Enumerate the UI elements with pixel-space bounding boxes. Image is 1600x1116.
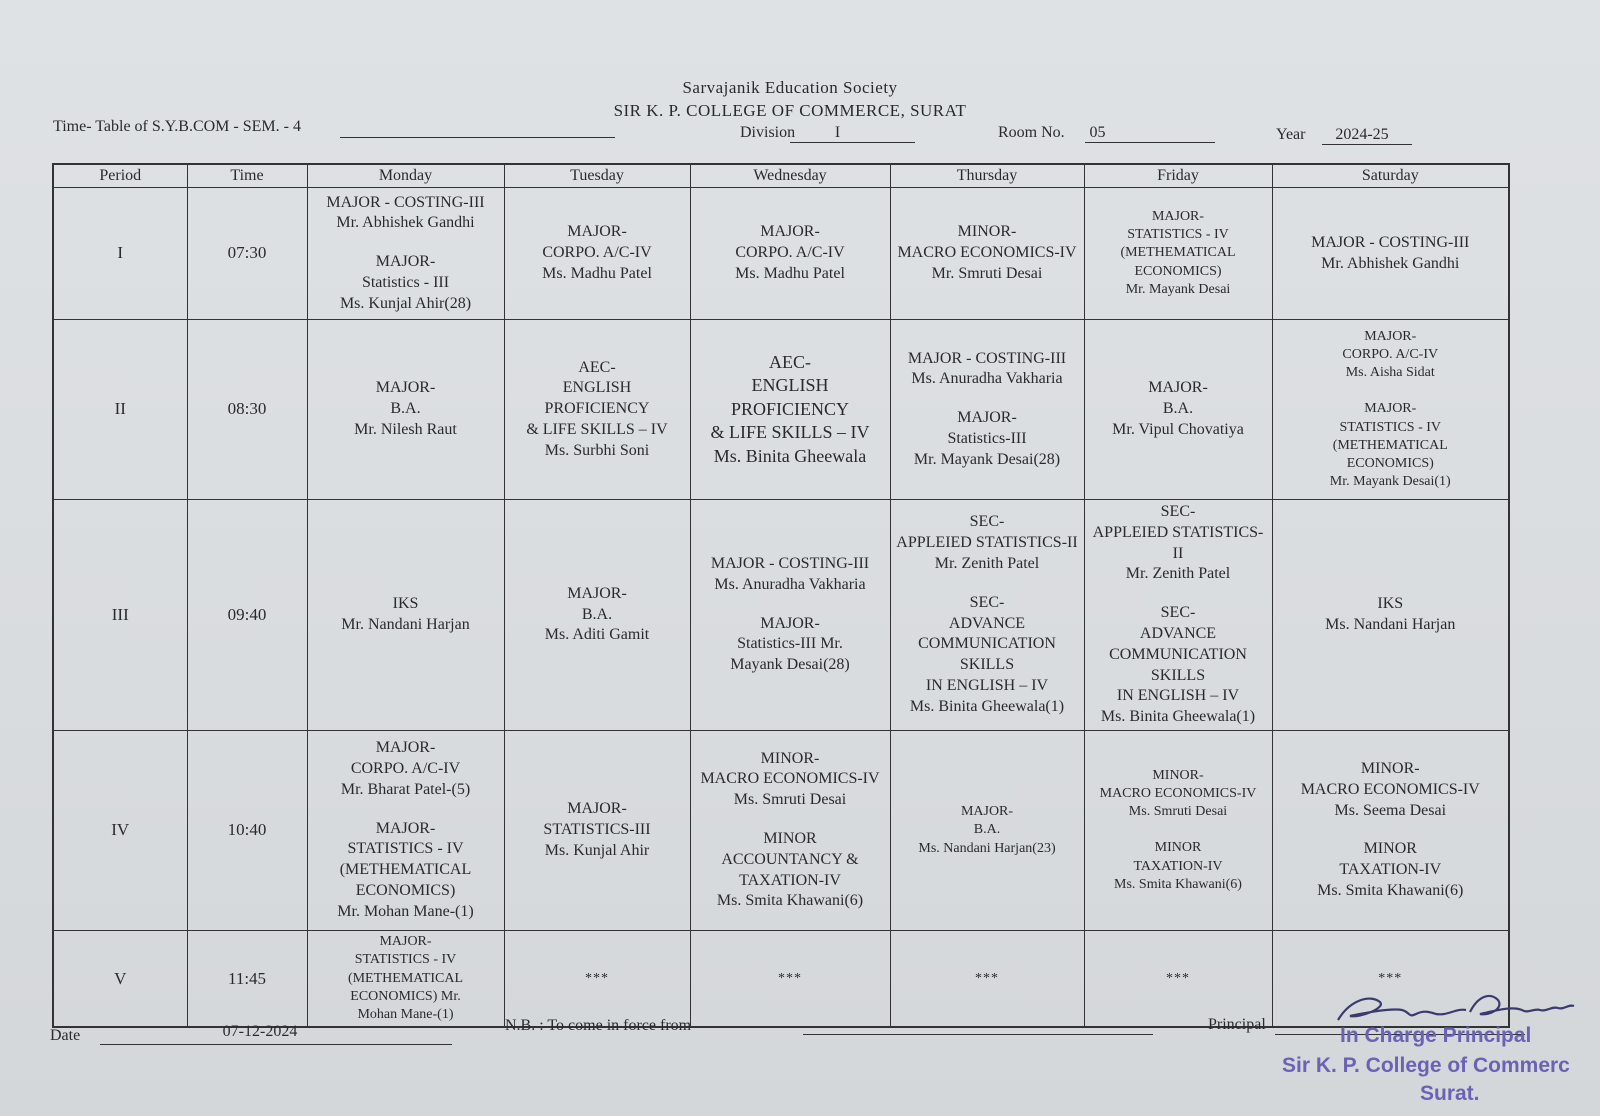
slot-line: STATISTICS - IV	[1127, 227, 1229, 243]
stamp-line-3: Surat.	[1420, 1082, 1480, 1105]
empty-slot-marker: ***	[778, 970, 802, 986]
slot-line: MINOR	[1363, 840, 1417, 858]
col-header-thursday: Thursday	[890, 164, 1084, 188]
slot-monday	[307, 500, 504, 731]
slot-line: STATISTICS - IV	[1339, 419, 1442, 435]
slot-line: Mr. Mayank Desai(1)	[1329, 474, 1451, 490]
slot-line: CORPO. A/C-IV	[542, 244, 652, 262]
slot-monday	[307, 320, 504, 500]
slot-line: Ms. Aditi Gamit	[544, 626, 650, 644]
slot-line: MAJOR - COSTING-III	[907, 349, 1067, 367]
time-cell: 09:40	[187, 500, 307, 731]
empty-slot-marker: ***	[975, 970, 999, 986]
slot-line: ADVANCE	[1139, 624, 1217, 642]
slot-line: APPLEIED STATISTICS-II	[896, 534, 1078, 552]
room-underline	[1085, 142, 1215, 143]
slot-monday	[307, 188, 504, 320]
slot-line: ECONOMICS)	[355, 882, 456, 900]
slot-line: COMMUNICATION SKILLS	[918, 635, 1056, 674]
slot-line: B.A.	[973, 822, 1001, 838]
slot-line: CORPO. A/C-IV	[735, 244, 845, 262]
slot-line: Ms. Binita Gheewala	[713, 445, 867, 466]
slot-line: MINOR-	[1152, 767, 1204, 783]
slot-line: (METHEMATICAL	[347, 970, 464, 986]
slot-line: & LIFE SKILLS – IV	[710, 422, 870, 443]
year-label: Year	[1276, 126, 1306, 143]
slot-line: MAJOR-	[1148, 379, 1208, 397]
table-row	[53, 930, 1509, 1027]
empty-slot-marker: ***	[585, 970, 609, 986]
slot-thursday	[890, 188, 1084, 320]
slot-line: MINOR-	[760, 749, 820, 767]
slot-tuesday	[504, 730, 690, 930]
year-value: 2024-25	[1335, 126, 1389, 143]
slot-line: MAJOR-	[960, 804, 1014, 820]
nb-label: N.B. : To come in force from	[505, 1017, 692, 1034]
slot-line: Ms. Seema Desai	[1334, 801, 1447, 819]
slot-line: ENGLISH PROFICIENCY	[544, 379, 650, 418]
slot-line: ENGLISH	[751, 375, 829, 396]
college-name: SIR K. P. COLLEGE OF COMMERCE, SURAT	[613, 101, 967, 120]
slot-line: ECONOMICS)	[1346, 455, 1434, 471]
slot-gap	[1089, 585, 1268, 603]
slot-line: Mohan Mane-(1)	[357, 1007, 454, 1022]
slot-line: MAJOR-	[567, 800, 627, 818]
slot-line: PROFICIENCY	[730, 398, 850, 419]
slot-gap	[695, 811, 886, 829]
slot-line: IN ENGLISH – IV	[925, 676, 1049, 694]
slot-line: Mr. Mayank Desai	[1125, 281, 1231, 297]
division-label: Division	[740, 124, 796, 141]
room-label: Room No.	[998, 124, 1065, 141]
slot-line: MINOR	[763, 830, 817, 848]
slot-thursday	[890, 730, 1084, 930]
slot-monday	[307, 930, 504, 1027]
slot-line: MAJOR-	[375, 739, 436, 757]
slot-line: ECONOMICS) Mr.	[350, 988, 461, 1004]
slot-line: MAJOR - COSTING-III	[1311, 233, 1470, 251]
time-cell: 11:45	[187, 930, 307, 1027]
slot-line: TAXATION-IV	[1339, 861, 1442, 879]
slot-line: Mr. Bharat Patel-(5)	[340, 780, 471, 798]
slot-friday	[1084, 930, 1272, 1027]
slot-line: TAXATION-IV	[739, 871, 841, 889]
room-value: 05	[1089, 124, 1106, 141]
slot-line: AEC-	[769, 352, 811, 373]
slot-line: Ms. Binita Gheewala(1)	[909, 697, 1065, 715]
col-header-saturday: Saturday	[1272, 164, 1509, 188]
time-cell: 08:30	[187, 320, 307, 500]
slot-gap	[695, 596, 886, 614]
slot-line: MACRO ECONOMICS-IV	[700, 770, 880, 788]
slot-line: SEC-	[1160, 604, 1196, 622]
slot-line: (METHEMATICAL	[1332, 437, 1448, 453]
slot-line: ADVANCE	[948, 614, 1026, 632]
slot-line: (METHEMATICAL	[1120, 245, 1236, 261]
division-underline	[790, 142, 915, 143]
slot-line: Mayank Desai(28)	[730, 656, 850, 674]
slot-line: Ms. Anuradha Vakharia	[911, 370, 1063, 388]
time-cell: 10:40	[187, 730, 307, 930]
time-cell: 07:30	[187, 188, 307, 320]
slot-line: MAJOR-	[957, 409, 1017, 427]
slot-line: Statistics - III	[361, 273, 450, 291]
period-cell: V	[53, 930, 187, 1027]
table-row	[53, 188, 1509, 320]
slot-line: Ms. Smita Khawani(6)	[1317, 882, 1464, 900]
slot-line: Ms. Smruti Desai	[733, 791, 847, 809]
slot-line: Mr. Nilesh Raut	[354, 420, 457, 438]
slot-line: STATISTICS - IV	[354, 952, 457, 968]
date-label: Date	[50, 1027, 81, 1044]
slot-line: Mr. Vipul Chovatiya	[1112, 420, 1244, 438]
slot-line: MACRO ECONOMICS-IV	[1300, 780, 1480, 798]
slot-line: Ms. Binita Gheewala(1)	[1100, 708, 1256, 726]
slot-line: MAJOR-	[375, 253, 436, 271]
slot-line: MINOR-	[1360, 760, 1420, 778]
slot-line: AEC-	[578, 358, 616, 376]
slot-line: COMMUNICATION SKILLS	[1109, 645, 1247, 684]
slot-line: Ms. Smita Khawani(6)	[716, 892, 864, 910]
slot-line: MACRO ECONOMICS-IV	[897, 244, 1077, 262]
slot-line: Ms. Kunjal Ahir	[544, 841, 650, 859]
period-cell: II	[53, 320, 187, 500]
slot-line: Mr. Abhishek Gandhi	[1321, 254, 1460, 272]
slot-saturday	[1272, 500, 1509, 731]
slot-line: APPLEIED STATISTICS-II	[1092, 523, 1264, 562]
slot-wednesday	[690, 730, 890, 930]
slot-line: & LIFE SKILLS – IV	[526, 420, 668, 438]
slot-line: MAJOR-	[375, 819, 436, 837]
slot-line: ACCOUNTANCY &	[721, 850, 859, 868]
slot-line: Ms. Nandani Harjan(23)	[918, 840, 1056, 856]
nb-underline	[803, 1034, 1153, 1035]
slot-monday	[307, 730, 504, 930]
slot-line: MAJOR - COSTING-III	[326, 193, 485, 211]
slot-line: MAJOR-	[567, 223, 627, 241]
slot-gap	[1277, 821, 1505, 839]
society-name: Sarvajanik Education Society	[682, 78, 898, 97]
slot-line: MAJOR-	[760, 614, 820, 632]
slot-line: (METHEMATICAL	[339, 861, 472, 879]
period-cell: III	[53, 500, 187, 731]
slot-tuesday	[504, 500, 690, 731]
slot-line: Ms. Madhu Patel	[735, 264, 845, 282]
slot-wednesday	[690, 500, 890, 731]
timetable-grid	[52, 163, 1510, 1028]
slot-thursday	[890, 500, 1084, 731]
slot-line: STATISTICS - IV	[347, 840, 464, 858]
slot-tuesday	[504, 320, 690, 500]
slot-line: Ms. Aisha Sidat	[1345, 365, 1435, 381]
slot-line: Ms. Anuradha Vakharia	[714, 575, 866, 593]
timetable-label: Time- Table of S.Y.B.COM - SEM. - 4	[53, 118, 301, 135]
table-row	[53, 730, 1509, 930]
slot-gap	[1089, 821, 1268, 839]
slot-friday	[1084, 320, 1272, 500]
col-header-tuesday: Tuesday	[504, 164, 690, 188]
slot-line: B.A.	[390, 400, 421, 418]
slot-line: Ms. Madhu Patel	[542, 264, 652, 282]
slot-line: Statistics-III	[947, 429, 1027, 447]
slot-line: MAJOR-	[1364, 328, 1417, 344]
empty-slot-marker: ***	[1378, 970, 1403, 986]
slot-line: Statistics-III Mr.	[737, 635, 843, 653]
slot-line: MAJOR-	[379, 934, 432, 950]
slot-thursday	[890, 930, 1084, 1027]
slot-line: ECONOMICS)	[1134, 263, 1222, 279]
slot-line: Ms. Surbhi Soni	[544, 441, 650, 459]
slot-saturday	[1272, 320, 1509, 500]
slot-line: MINOR-	[957, 223, 1017, 241]
slot-line: Mr. Mohan Mane-(1)	[337, 902, 474, 920]
col-header-wednesday: Wednesday	[690, 164, 890, 188]
empty-slot-marker: ***	[1166, 970, 1190, 986]
slot-tuesday	[504, 930, 690, 1027]
slot-line: Ms. Nandani Harjan	[1325, 615, 1456, 633]
slot-friday	[1084, 500, 1272, 731]
slot-line: STATISTICS-III	[543, 821, 651, 839]
slot-line: MAJOR - COSTING-III	[710, 554, 870, 572]
slot-line: B.A.	[581, 605, 613, 623]
col-header-monday: Monday	[307, 164, 504, 188]
slot-line: Mr. Smruti Desai	[931, 264, 1043, 282]
slot-line: SEC-	[969, 513, 1005, 531]
division-value: I	[834, 124, 841, 141]
slot-thursday	[890, 320, 1084, 500]
slot-line: Mr. Nandani Harjan	[341, 615, 470, 633]
slot-line: IKS	[392, 595, 419, 613]
table-row	[53, 320, 1509, 500]
slot-line: Mr. Abhishek Gandhi	[336, 214, 475, 232]
slot-tuesday	[504, 188, 690, 320]
slot-line: SEC-	[1160, 503, 1196, 520]
period-cell: IV	[53, 730, 187, 930]
slot-line: Mr. Zenith Patel	[934, 554, 1040, 572]
slot-line: Ms. Smita Khawani(6)	[1114, 876, 1242, 892]
slot-gap	[312, 801, 500, 819]
slot-line: MACRO ECONOMICS-IV	[1099, 786, 1257, 802]
slot-saturday	[1272, 188, 1509, 320]
col-header-period: Period	[53, 164, 187, 188]
table-row	[53, 500, 1509, 731]
date-value: 07-12-2024	[222, 1023, 298, 1040]
stamp-line-1: In Charge Principal	[1340, 1024, 1532, 1047]
slot-line: MAJOR-	[375, 379, 436, 397]
slot-line: IKS	[1377, 595, 1404, 613]
stamp-line-2: Sir K. P. College of Commerc	[1282, 1054, 1570, 1077]
slot-friday	[1084, 730, 1272, 930]
slot-line: MAJOR-	[760, 223, 820, 241]
slot-line: MINOR	[1154, 840, 1202, 856]
slot-line: Mr. Zenith Patel	[1125, 565, 1231, 583]
slot-line: MAJOR-	[1364, 401, 1417, 417]
principal-label: Principal	[1208, 1016, 1266, 1033]
year-underline	[1322, 144, 1412, 145]
slot-line: Mr. Mayank Desai(28)	[913, 450, 1061, 468]
header-row	[53, 164, 1509, 188]
slot-wednesday	[690, 930, 890, 1027]
col-header-time: Time	[187, 164, 307, 188]
slot-line: Ms. Smruti Desai	[1128, 804, 1228, 820]
slot-gap	[312, 234, 500, 252]
slot-gap	[895, 390, 1080, 408]
slot-line: B.A.	[1162, 400, 1194, 418]
slot-line: TAXATION-IV	[1133, 858, 1223, 874]
slot-line: IN ENGLISH – IV	[1116, 687, 1240, 705]
slot-line: MAJOR-	[1151, 209, 1205, 225]
slot-friday	[1084, 188, 1272, 320]
slot-line: CORPO. A/C-IV	[1342, 346, 1439, 362]
slot-gap	[1277, 382, 1505, 400]
date-underline	[100, 1044, 452, 1045]
col-header-friday: Friday	[1084, 164, 1272, 188]
slot-wednesday	[690, 320, 890, 500]
slot-gap	[895, 575, 1080, 593]
slot-line: Ms. Kunjal Ahir(28)	[339, 294, 472, 312]
slot-line: CORPO. A/C-IV	[350, 760, 461, 778]
period-cell: I	[53, 188, 187, 320]
slot-line: SEC-	[969, 593, 1005, 611]
slot-line: MAJOR-	[567, 584, 627, 602]
slot-wednesday	[690, 188, 890, 320]
slot-saturday	[1272, 730, 1509, 930]
timetable-underline	[340, 137, 615, 138]
